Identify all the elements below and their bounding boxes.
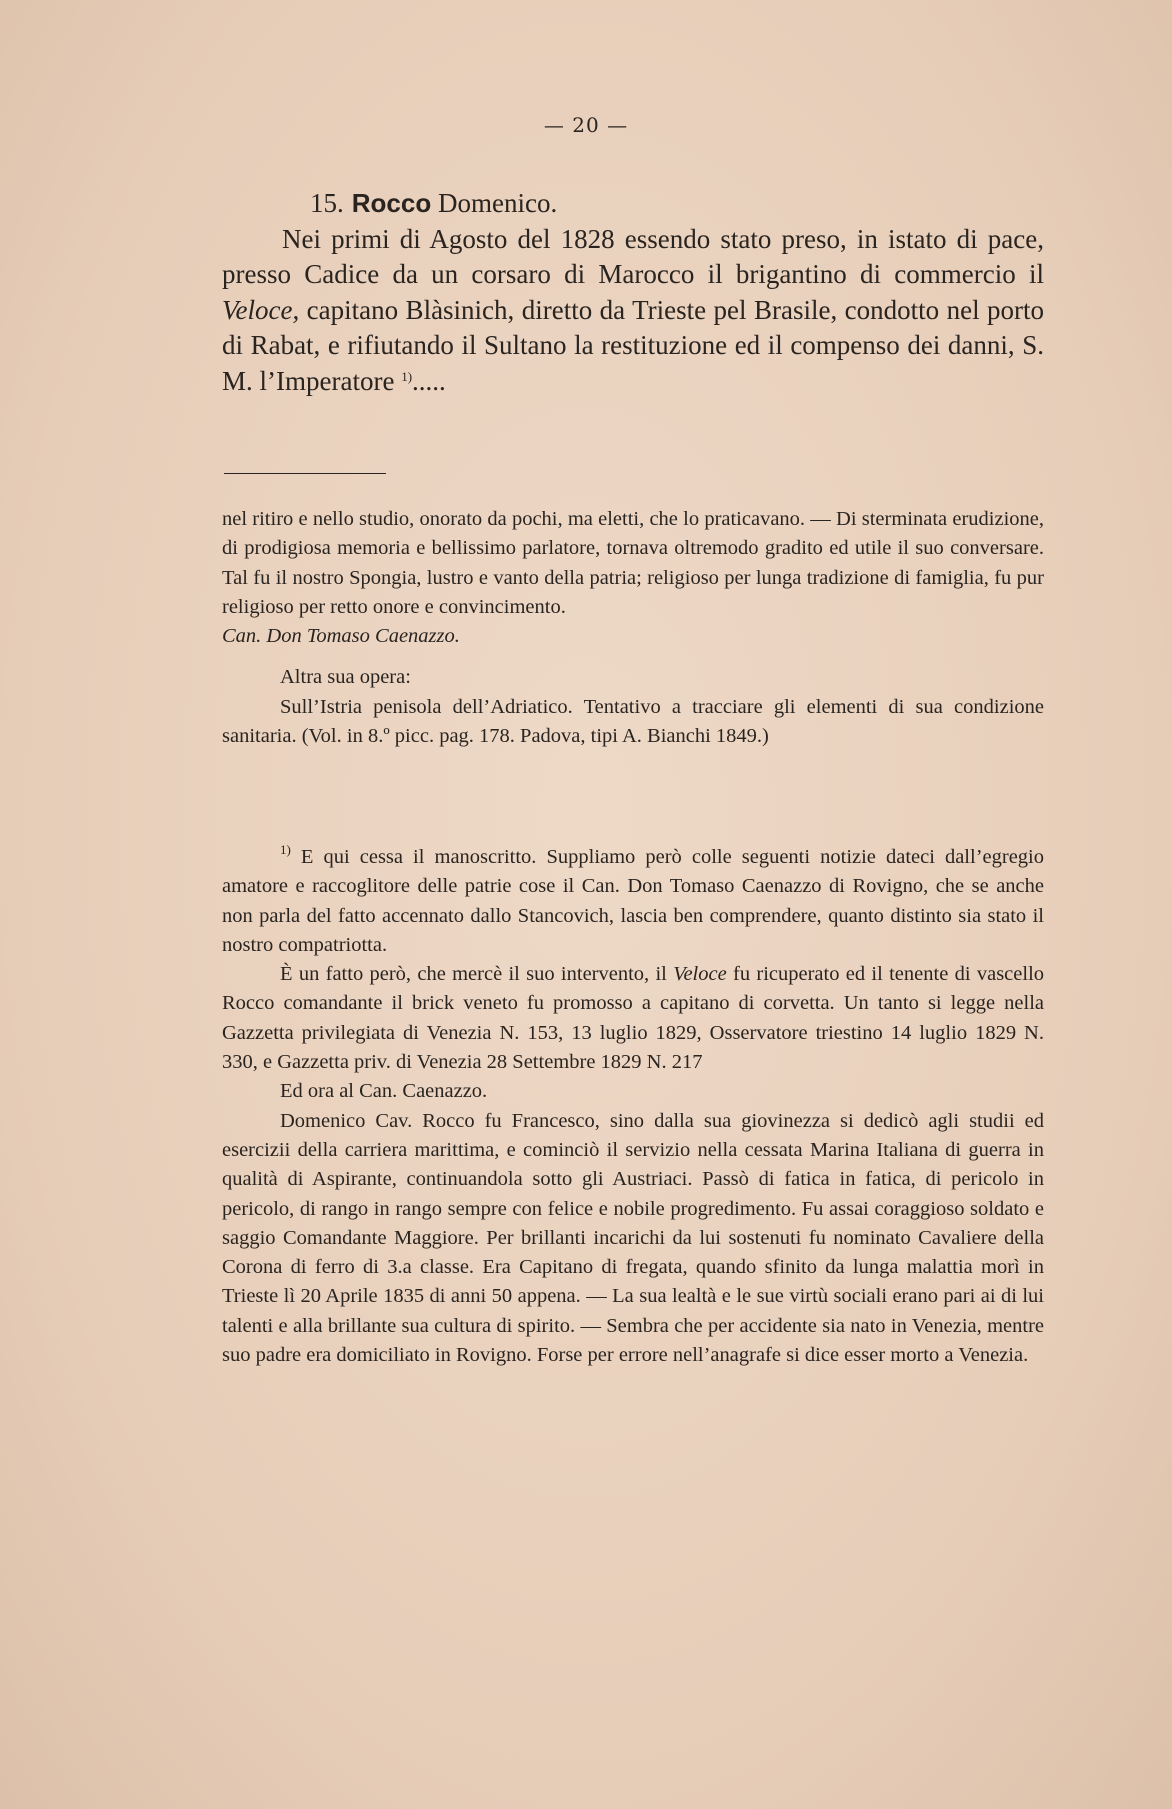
main-text — [222, 186, 1044, 399]
page-number: — 20 — — [543, 113, 629, 137]
footnote-p1-text: E qui cessa il manoscritto. Suppliamo però colle seguenti notizie dateci dall’egregio amatore e raccoglitore delle patrie cose il Can. Don Tomaso Caenazzo di Rovigno, che se anche non parla del fatto accennato dallo Stancovich, lascia ben comprendere, quanto distinto sia stato il nostro compatriotta. — [222, 846, 1044, 956]
continued-note-text: nel ritiro e nello studio, onorato da pochi, ma eletti, che lo praticavano. — Di sterminata erudizione, di prodigiosa memoria e bellissimo parlatore, tornava oltremodo gradito ed utile il suo conversare. Tal fu il nostro Spongia, lustro e vanto della patria; religioso per lunga tradizione di famiglia, fu pur religioso per retto onore e convincimento. — [222, 508, 1044, 618]
entry-number: 15. — [310, 188, 344, 218]
ellipsis: ..... — [412, 365, 446, 396]
footnote-paragraph-4: Domenico Cav. Rocco fu Francesco, sino dalla sua giovinezza si dedicò agli studii ed esercizii della carriera marittima, e cominciò il servizio nella cessata Marina Italiana di guerra in qualità di Aspirante, continuandola sotto gli Austriaci. Passò di fatica in fatica, di pericolo in pericolo, di rango in rango sempre con felice e nobile progredimento. Fu assai coraggioso soldato e saggio Comandante Maggiore. Per brillanti incarichi da lui sostenuti fu nominato Cavaliere della Corona di ferro di 3.a classe. Era Capitano di fregata, quando sfinito da lunga malattia morì in Trieste lì 20 Aprile 1835 di anni 50 appena. — La sua lealtà e le sue virtù sociali erano pari ai di lui talenti e alla brillante sua cultura di spirito. — Sembra che per accidente sia nato in Venezia, mentre suo padre era domiciliato in Rovigno. Forse per errore nell’anagrafe si dice esser morto a Venezia. — [222, 1109, 1044, 1367]
entry-surname: Rocco — [351, 188, 432, 218]
footnote-p2-before: È un fatto però, che mercè il suo intervento, il — [280, 963, 667, 986]
entry-paragraph — [222, 222, 1044, 400]
footnote — [222, 843, 1044, 1370]
footnote-marker: 1) — [280, 842, 291, 857]
footnote-paragraph-1 — [222, 843, 1044, 960]
entry-given-name: Domenico. — [437, 188, 558, 218]
note-signature: Can. Don Tomaso Caenazzo. — [222, 625, 460, 648]
continued-note — [222, 505, 1044, 751]
ship-name: Veloce, — [222, 294, 300, 325]
other-work-label: Altra sua opera: — [280, 666, 411, 689]
footnote-ship-name: Veloce — [673, 963, 727, 986]
footnote-paragraph-2 — [222, 960, 1044, 1077]
entry-text-after-ship: capitano Blàsinich, diretto da Trieste pel Brasile, condotto nel porto di Rabat, e rifiutando il Sultano la restituzione ed il compenso dei danni, S. M. l’Imperatore — [222, 294, 1045, 396]
other-work-text: Sull’Istria penisola dell’Adriatico. Tentativo a tracciare gli elementi di sua condizione sanitaria. (Vol. in 8.º picc. pag. 178. Padova, tipi A. Bianchi 1849.) — [222, 695, 1044, 748]
entry-heading — [222, 186, 1044, 222]
footnote-p2-after: fu ricuperato ed il tenente di vascello Rocco comandante il brick veneto fu promosso a capitano di corvetta. Un tanto si legge nella Gazzetta privilegiata di Venezia N. 153, 13 luglio 1829, Osservatore triestino 14 luglio 1829 N. 330, e Gazzetta priv. di Venezia 28 Settembre 1829 N. 217 — [222, 963, 1045, 1074]
footnote-paragraph-3: Ed ora al Can. Caenazzo. — [280, 1080, 488, 1103]
footnote-reference: 1) — [401, 368, 413, 384]
footnote-divider — [224, 473, 386, 474]
entry-text-before-ship: Nei primi di Agosto del 1828 essendo stato preso, in istato di pace, presso Cadice da un corsaro di Marocco il brigantino di commercio il — [222, 223, 1044, 289]
